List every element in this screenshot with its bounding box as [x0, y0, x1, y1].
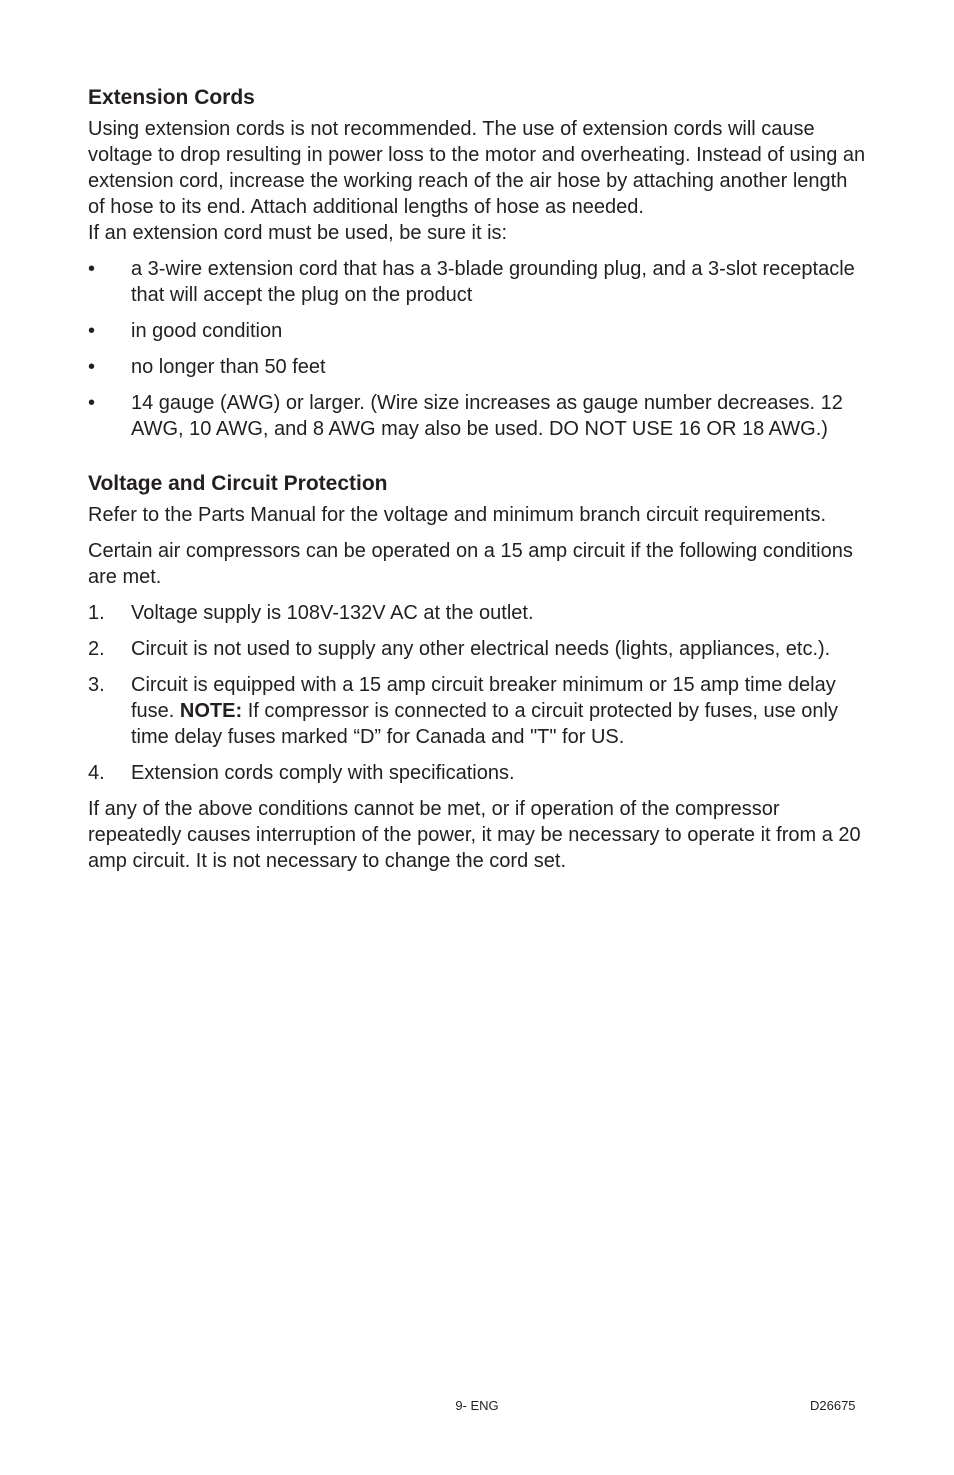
extension-cord-requirements-list — [88, 256, 868, 442]
list-item-text-part: Circuit is equipped with a 15 amp circuit breaker minimum or 15 amp time delay fuse. — [131, 674, 836, 722]
step-number: 2. — [88, 638, 105, 660]
manual-page — [88, 84, 868, 874]
list-item — [88, 672, 868, 750]
list-item — [88, 600, 868, 626]
step-number: 3. — [88, 674, 105, 696]
list-item-text: 14 gauge (AWG) or larger. (Wire size increases as gauge number decreases. 12 AWG, 10 AWG, and 8 AWG may also be used. DO NOT USE 16 OR 18 AWG.) — [131, 392, 843, 440]
section-heading-extension-cords: Extension Cords — [88, 86, 255, 109]
list-item-text: Extension cords comply with specifications. — [131, 762, 515, 784]
list-item-text: in good condition — [131, 320, 283, 342]
list-item — [88, 760, 868, 786]
page-number: 9- ENG — [455, 1398, 499, 1413]
list-item — [88, 256, 868, 308]
list-item-text: a 3-wire extension cord that has a 3-blade grounding plug, and a 3-slot receptacle that will accept the plug on the product — [131, 258, 855, 306]
section-heading-voltage: Voltage and Circuit Protection — [88, 472, 388, 495]
voltage-circuit-section — [88, 470, 868, 874]
list-item-text: Circuit is not used to supply any other electrical needs (lights, appliances, etc.). — [131, 638, 831, 660]
circuit-conditions-list — [88, 600, 868, 786]
list-item-text: Voltage supply is 108V-132V AC at the outlet. — [131, 602, 534, 624]
extension-cords-requirement: If an extension cord must be used, be sure it is: — [88, 222, 508, 244]
voltage-intro: Refer to the Parts Manual for the voltage and minimum branch circuit requirements. — [88, 504, 827, 526]
list-item-text-part: If compressor is connected to a circuit protected by fuses, use only time delay fuses marked “D” for Canada and "T" for US. — [131, 700, 838, 748]
note-label: NOTE: — [179, 700, 243, 722]
list-item — [88, 390, 868, 442]
list-item — [88, 636, 868, 662]
bullet-marker: • — [88, 258, 96, 280]
voltage-closing-paragraph: If any of the above conditions cannot be met, or if operation of the compressor repeatedly causes interruption of the power, it may be necessary to operate it from a 20 amp circuit. It is not necessary to change the cord set. — [88, 798, 861, 872]
step-number: 4. — [88, 762, 105, 784]
list-item — [88, 318, 868, 344]
bullet-marker: • — [88, 320, 96, 342]
bullet-marker: • — [88, 392, 96, 414]
list-item-text: no longer than 50 feet — [131, 356, 326, 378]
bullet-marker: • — [88, 356, 96, 378]
voltage-conditions-intro: Certain air compressors can be operated on a 15 amp circuit if the following conditions are met. — [88, 540, 853, 588]
extension-cords-section — [88, 84, 868, 442]
step-number: 1. — [88, 602, 105, 624]
extension-cords-intro: Using extension cords is not recommended. The use of extension cords will cause voltage to drop resulting in power loss to the motor and overheating. Instead of using an extension cord, increase the working reach of the air hose by attaching another length of hose to its end. Attach additional lengths of hose as needed. — [88, 118, 866, 218]
list-item — [88, 354, 868, 380]
document-code: D26675 — [810, 1398, 856, 1413]
